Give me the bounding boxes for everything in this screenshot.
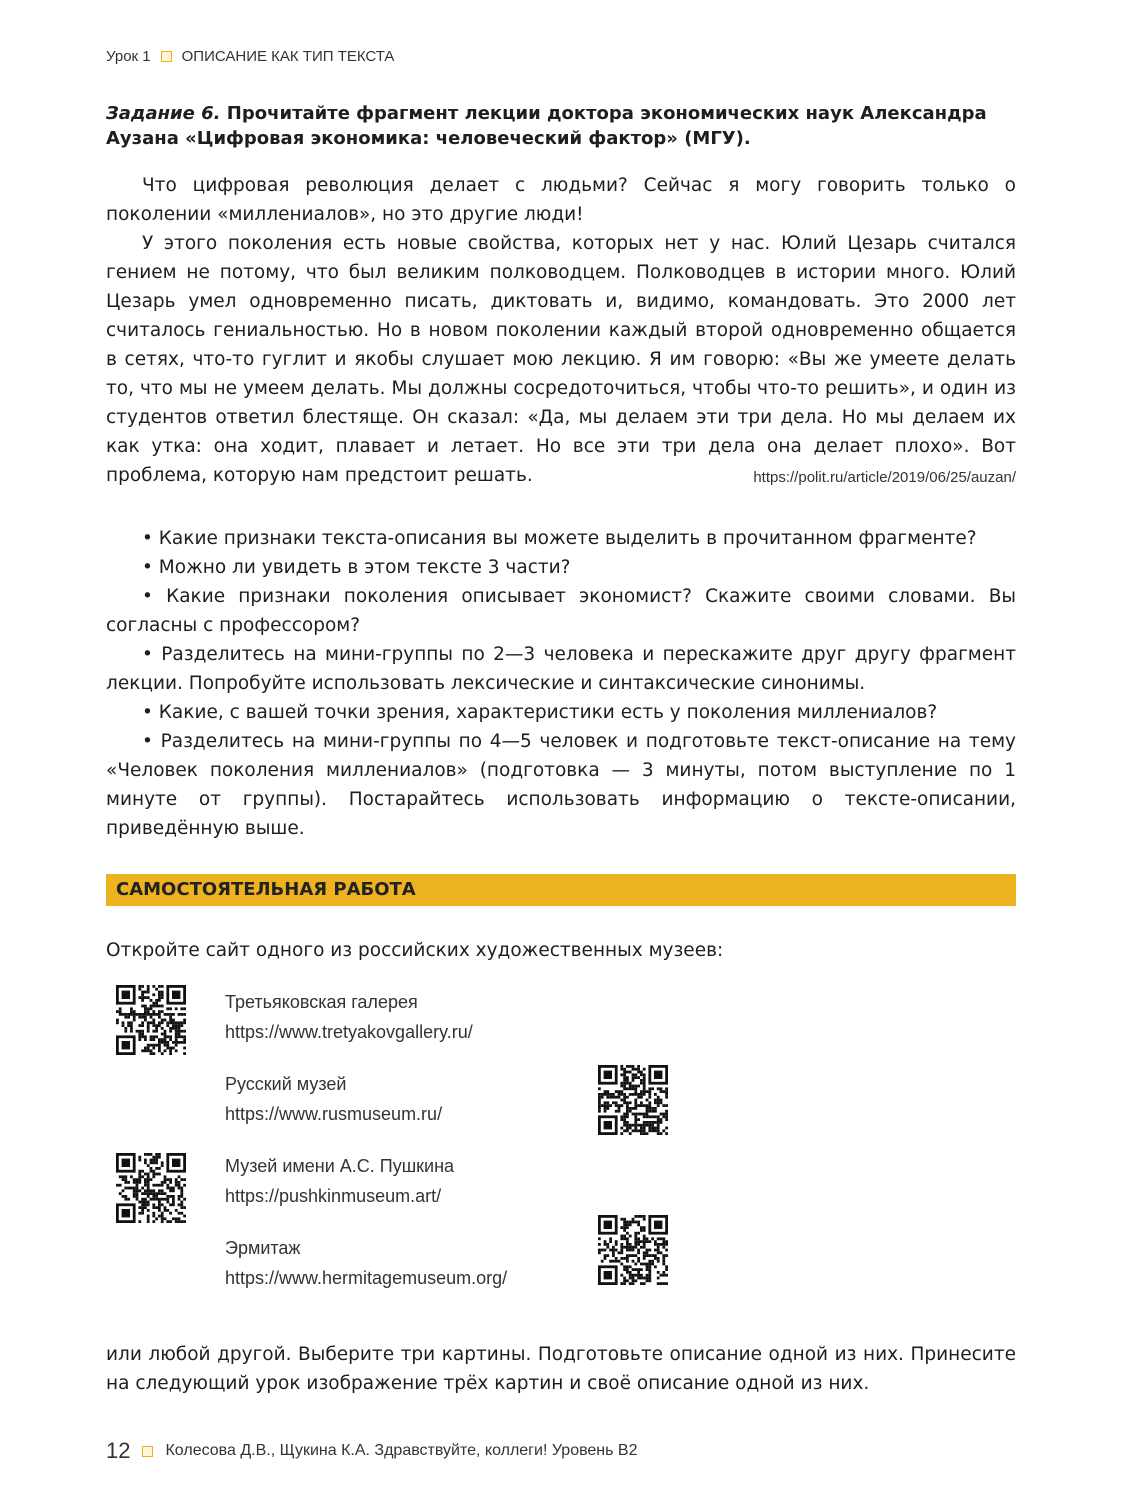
museum-name: Русский музей xyxy=(225,1074,347,1094)
page-footer xyxy=(106,1438,638,1464)
lecture-text xyxy=(106,171,1016,490)
running-header xyxy=(106,48,394,65)
lecture-paragraph: Что цифровая революция делает с людьми? Сейчас я могу говорить только о поколении «миллениалов», но это другие люди! xyxy=(106,175,1016,225)
question-item: • Какие, с вашей точки зрения, характеристики есть у поколения миллениалов? xyxy=(142,702,938,723)
square-bullet-icon xyxy=(161,51,172,62)
page-number: 12 xyxy=(106,1438,131,1463)
task-text: Прочитайте фрагмент лекции доктора экономических наук Александра Аузана «Цифровая экономика: человеческий фактор» (МГУ). xyxy=(106,103,987,149)
museum-url[interactable]: https://www.tretyakovgallery.ru/ xyxy=(225,1022,473,1042)
lesson-number: Урок 1 xyxy=(106,48,151,65)
qr-code-icon xyxy=(598,1215,668,1285)
question-item: • Можно ли увидеть в этом тексте 3 части? xyxy=(142,557,571,578)
question-item: • Разделитесь на мини-группы по 2—3 человека и перескажите друг другу фрагмент лекции. Попробуйте использовать лексические и синтаксические синонимы. xyxy=(106,644,1016,694)
museum-url[interactable]: https://pushkinmuseum.art/ xyxy=(225,1186,442,1206)
museum-entry xyxy=(225,1069,442,1129)
square-bullet-icon xyxy=(142,1446,153,1457)
questions-list xyxy=(106,524,1016,843)
lesson-title: ОПИСАНИЕ КАК ТИП ТЕКСТА xyxy=(181,48,395,65)
museum-entry xyxy=(225,1233,507,1293)
section-title: САМОСТОЯТЕЛЬНАЯ РАБОТА xyxy=(116,879,416,900)
task-label: Задание 6. xyxy=(106,103,221,124)
question-item: • Какие признаки поколения описывает экономист? Скажите своими словами. Вы согласны с профессором? xyxy=(106,586,1016,636)
museum-url[interactable]: https://www.hermitagemuseum.org/ xyxy=(225,1268,508,1288)
task-heading xyxy=(106,101,1016,151)
museum-name: Третьяковская галерея xyxy=(225,992,418,1012)
museum-entry xyxy=(225,987,473,1047)
question-item: • Какие признаки текста-описания вы можете выделить в прочитанном фрагменте? xyxy=(142,528,977,549)
qr-code-icon xyxy=(598,1065,668,1135)
lecture-paragraph: У этого поколения есть новые свойства, которых нет у нас. Юлий Цезарь считался гением не потому, что был великим полководцем. Полководцев в истории много. Юлий Цезарь умел одновременно писать, диктовать и, видимо, командовать. Это 2000 лет считалось гениальностью. Но в новом поколении каждый второй одновременно общается в сетях, что-то гуглит и якобы слушает мою лекцию. Я им говорю: «Вы же умеете делать то, что мы не умеем делать. Мы должны сосредоточиться, чтобы что-то решить», и один из студентов ответил блестяще. Он сказал: «Да, мы делаем эти три дела. Но мы делаем их как утка: она ходит, плавает и летает. Но все эти три дела она делает плохо». Вот проблема, которую нам предстоит решать. xyxy=(106,233,1016,486)
museum-name: Эрмитаж xyxy=(225,1238,301,1258)
qr-code-icon xyxy=(116,1153,186,1223)
question-item: • Разделитесь на мини-группы по 4—5 человек и подготовьте текст-описание на тему «Человек поколения миллениалов» (подготовка — 3 минуты, потом выступление по 1 минуте от группы). Постарайтесь использовать информацию о тексте-описании, приведённую выше. xyxy=(106,731,1016,839)
section-banner xyxy=(106,874,1016,906)
museum-entry xyxy=(225,1151,454,1211)
qr-code-icon xyxy=(116,985,186,1055)
closing-text: или любой другой. Выберите три картины. Подготовьте описание одной из них. Принесите на следующий урок изображение трёх картин и своё описание одной из них. xyxy=(106,1344,1016,1394)
book-title: Колесова Д.В., Щукина К.А. Здравствуйте, коллеги! Уровень В2 xyxy=(165,1442,638,1459)
intro-text: Откройте сайт одного из российских художественных музеев: xyxy=(106,940,724,961)
museum-name: Музей имени А.С. Пушкина xyxy=(225,1156,455,1176)
source-link[interactable]: https://polit.ru/article/2019/06/25/auzan/ xyxy=(753,469,1016,486)
museum-url[interactable]: https://www.rusmuseum.ru/ xyxy=(225,1104,443,1124)
